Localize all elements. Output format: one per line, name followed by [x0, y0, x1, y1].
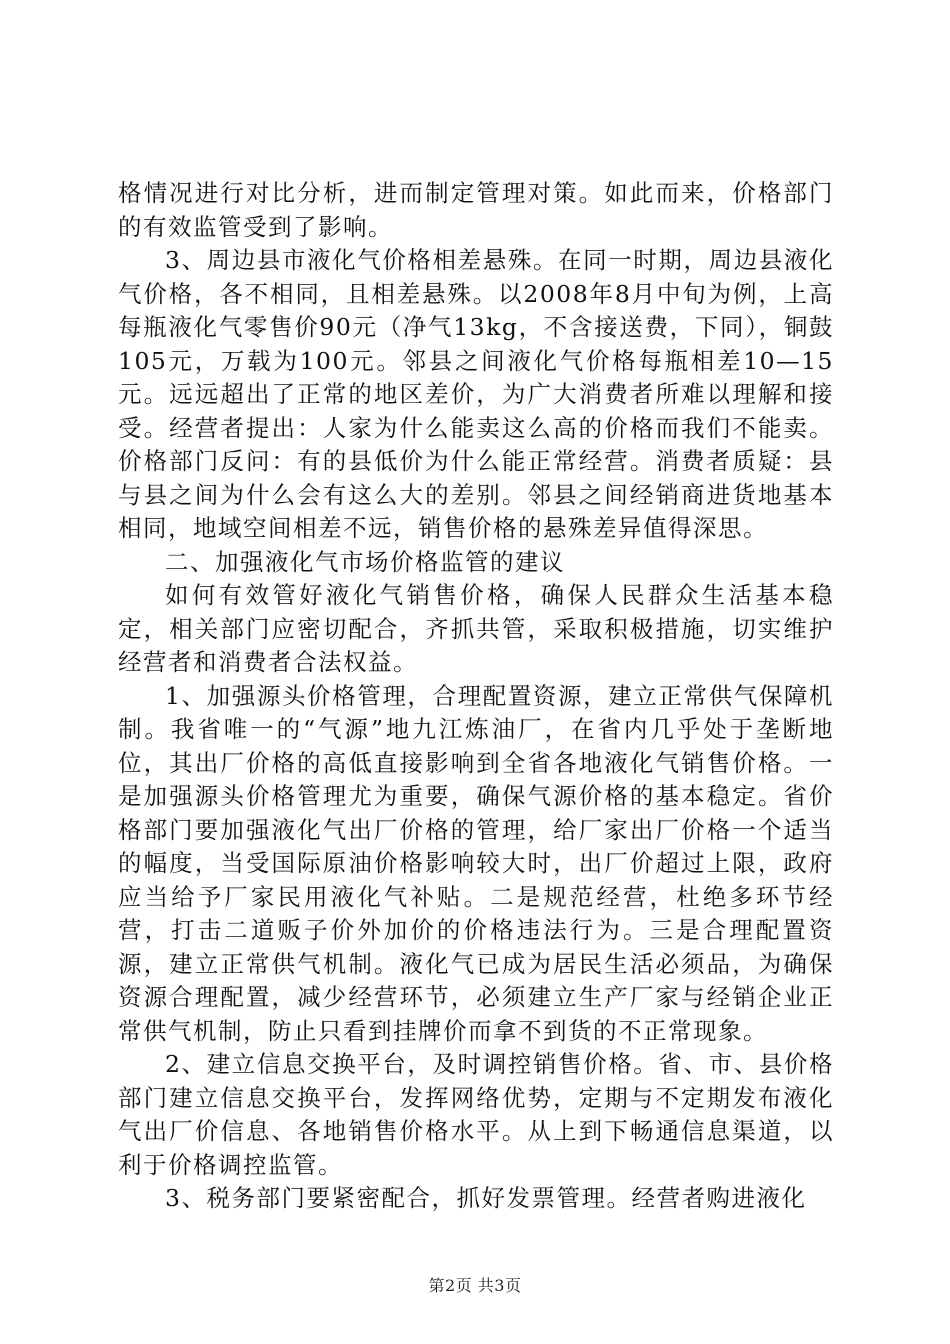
paragraph-suggestion-1: 1、加强源头价格管理，合理配置资源，建立正常供气保障机制。我省唯一的“气源”地九江炼油厂，在省内几乎处于垄断地位，其出厂价格的高低直接影响到全省各地液化气销售价格。一是加强源头价格管理尤为重要，确保气源价格的基本稳定。省价格部门要加强液化气出厂价格的管理，给厂家出厂价格一个适当的幅度，当受国际原油价格影响较大时，出厂价超过上限，政府应当给予厂家民用液化气补贴。二是规范经营，杜绝多环节经营，打击二道贩子价外加价的价格违法行为。三是合理配置资源，建立正常供气机制。液化气已成为居民生活必须品，为确保资源合理配置，减少经营环节，必须建立生产厂家与经销企业正常供气机制，防止只看到挂牌价而拿不到货的不正常现象。	[118, 681, 834, 1045]
document-body	[118, 177, 834, 1216]
page-number-footer: 第2页 共3页	[428, 1276, 522, 1295]
paragraph-continuation: 格情况进行对比分析，进而制定管理对策。如此而来，价格部门的有效监管受到了影响。	[118, 179, 834, 241]
section-heading-suggestions: 二、加强液化气市场价格监管的建议	[165, 547, 565, 576]
paragraph-item-3-price-gap: 3、周边县市液化气价格相差悬殊。在同一时期，周边县液化气价格，各不相同，且相差悬殊。以2008年8月中旬为例，上高每瓶液化气零售价90元（净气13kg，不含接送费，下同），铜鼓105元，万载为100元。邻县之间液化气价格每瓶相差10—15元。远远超出了正常的地区差价，为广大消费者所难以理解和接受。经营者提出：人家为什么能卖这么高的价格而我们不能卖。价格部门反问：有的县低价为什么能正常经营。消费者质疑：县与县之间为什么会有这么大的差别。邻县之间经销商进货地基本相同，地域空间相差不远，销售价格的悬殊差异值得深思。	[118, 246, 834, 542]
paragraph-suggestion-2: 2、建立信息交换平台，及时调控销售价格。省、市、县价格部门建立信息交换平台，发挥网络优势，定期与不定期发布液化气出厂价信息、各地销售价格水平。从上到下畅通信息渠道，以利于价格调控监管。	[118, 1050, 834, 1179]
paragraph-suggestion-3: 3、税务部门要紧密配合，抓好发票管理。经营者购进液化	[165, 1184, 807, 1212]
paragraph-intro-suggestions: 如何有效管好液化气销售价格，确保人民群众生活基本稳定，相关部门应密切配合，齐抓共管，采取积极措施，切实维护经营者和消费者合法权益。	[118, 581, 834, 676]
